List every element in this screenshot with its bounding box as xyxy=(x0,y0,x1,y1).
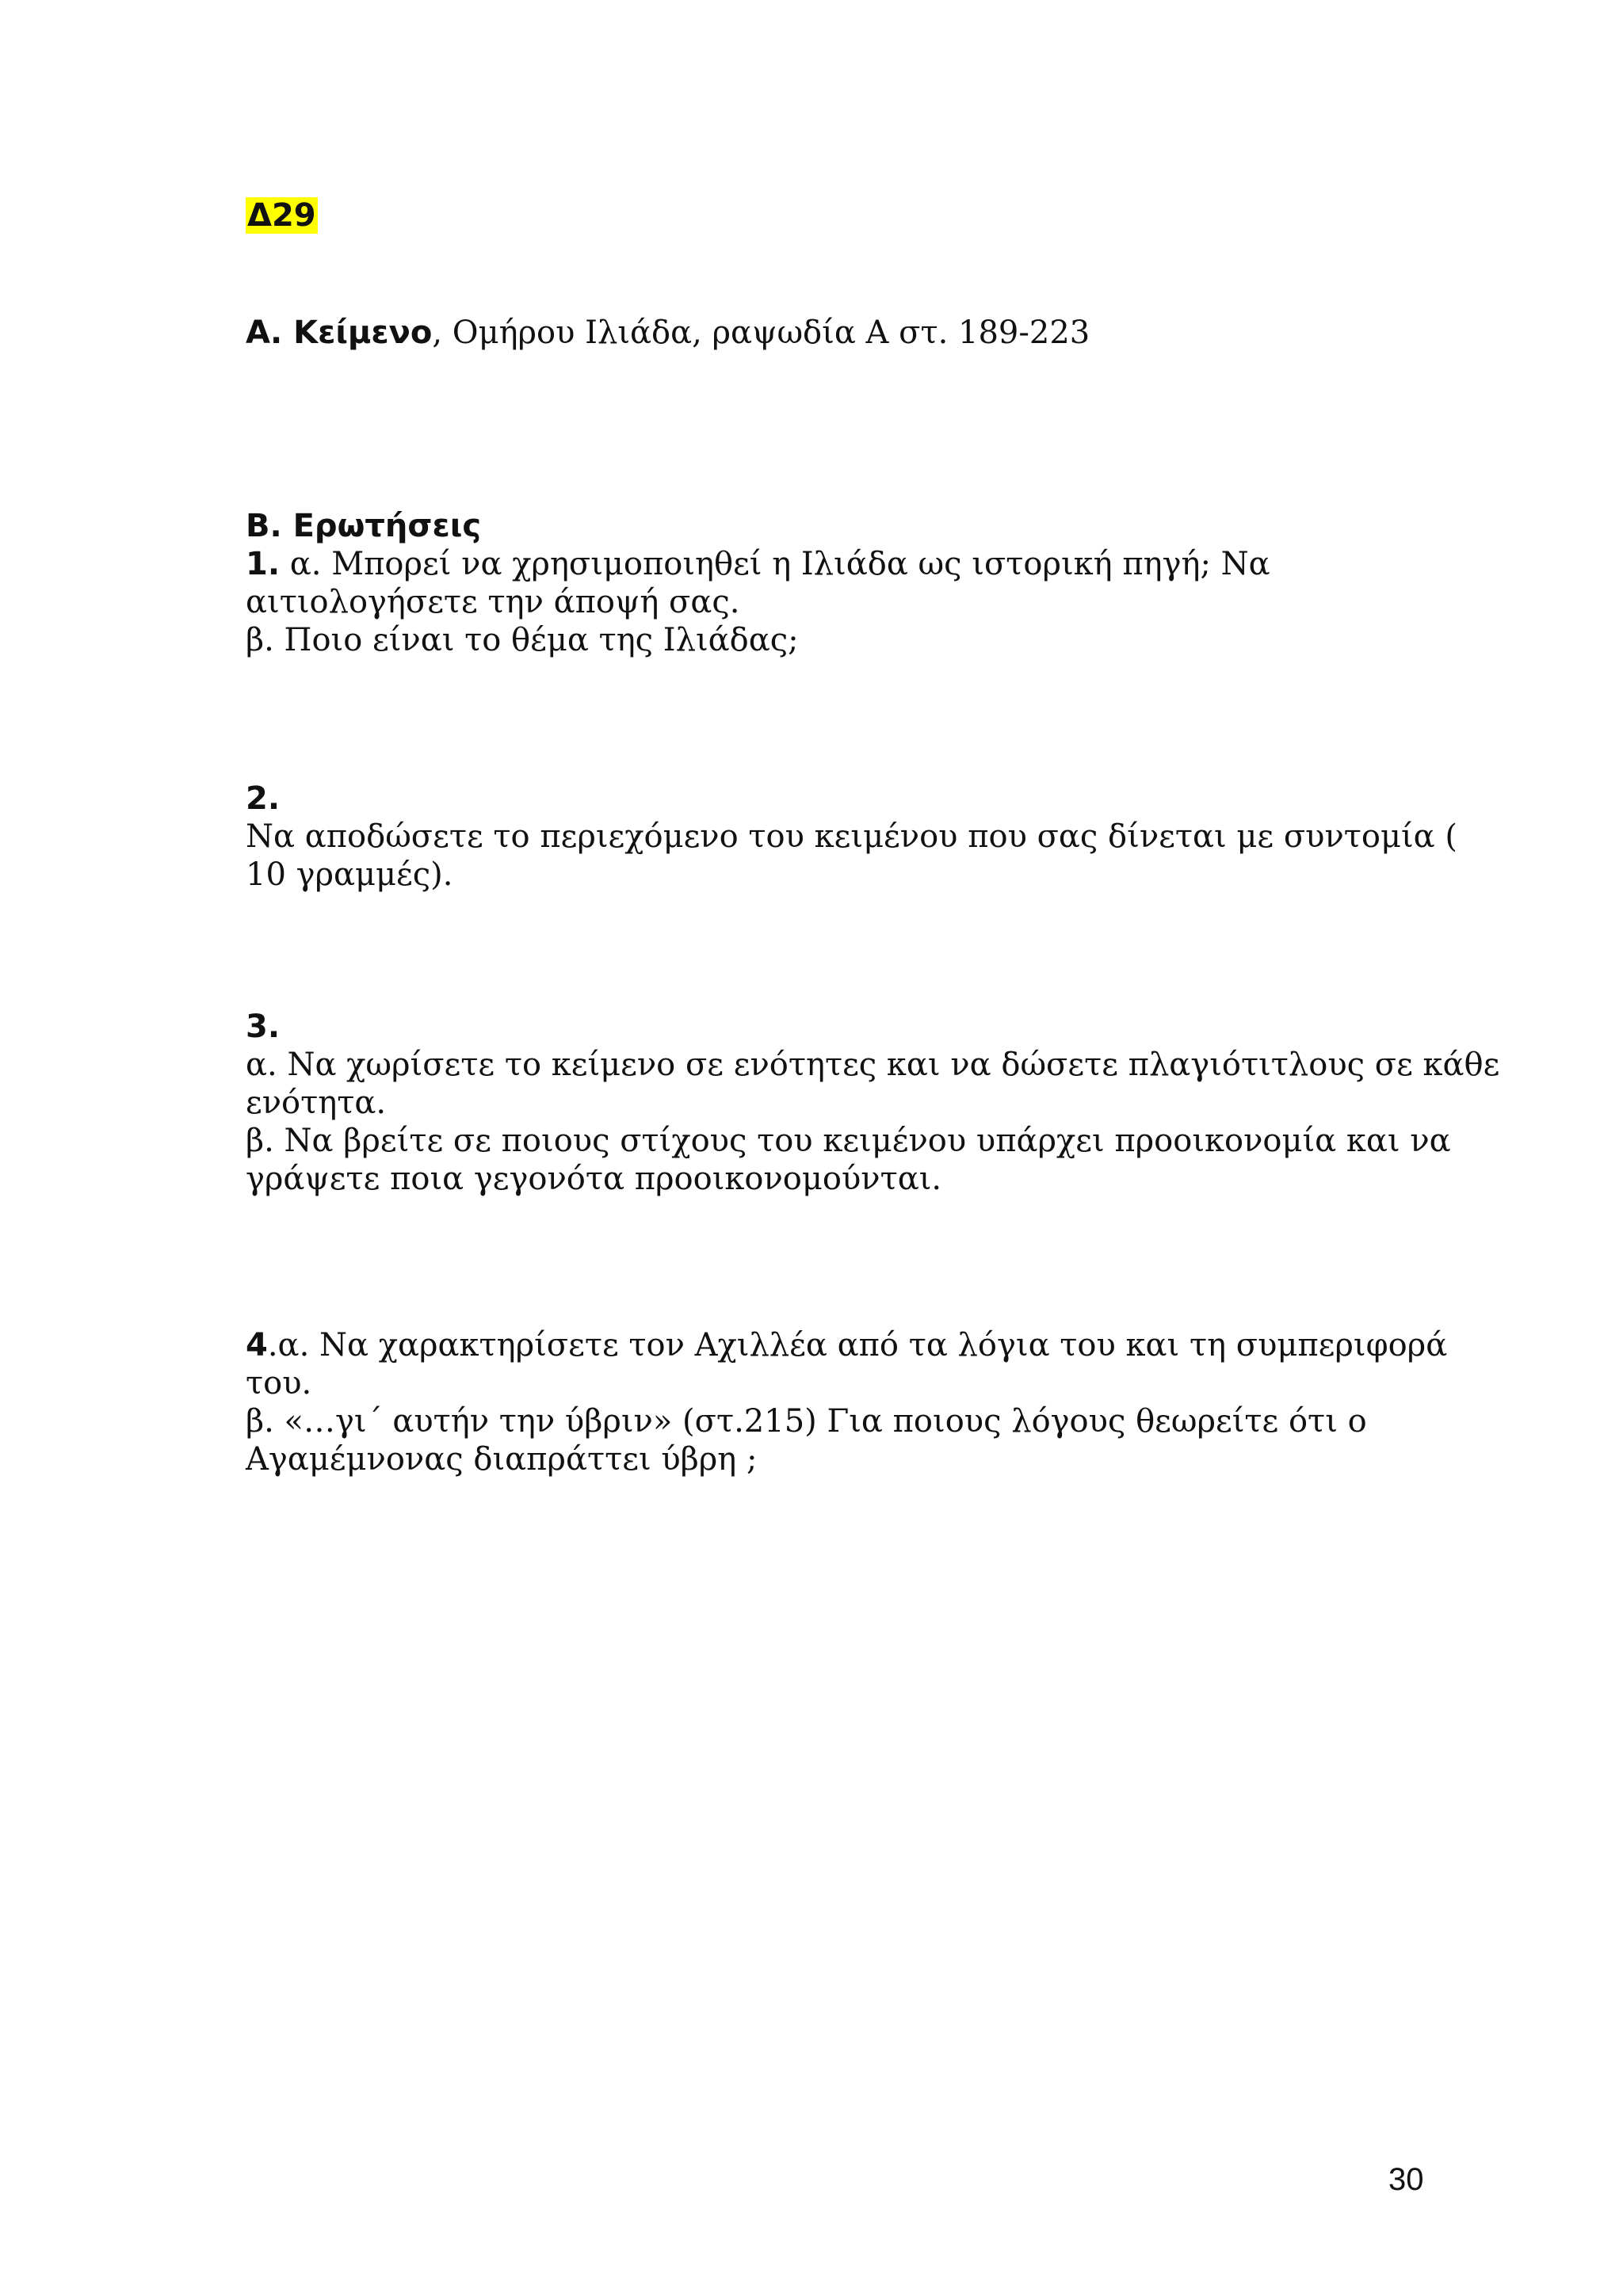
page-number: 30 xyxy=(1388,2162,1424,2197)
question-4-line-3: β. «…γι΄ αυτήν την ύβριν» (στ.215) Για ποιους λόγους θεωρείτε ότι ο xyxy=(246,1403,1367,1440)
question-4-text-1: .α. Να χαρακτηρίσετε τον Αχιλλέα από τα λόγια του και τη συμπεριφορά xyxy=(267,1327,1448,1363)
question-3-line-4: γράψετε ποια γεγονότα προοικονομούνται. xyxy=(246,1161,942,1197)
question-3 xyxy=(246,1008,1500,1198)
question-4-number: 4 xyxy=(246,1327,268,1363)
question-4 xyxy=(246,1326,1448,1478)
question-2-line-2: 10 γραμμές). xyxy=(246,856,453,893)
question-1-line-1 xyxy=(246,545,1434,583)
document-code xyxy=(246,196,318,235)
question-4-line-4: Αγαμέμνονας διαπράττει ύβρη ; xyxy=(246,1441,758,1478)
section-b-heading: Β. Ερωτήσεις xyxy=(246,508,482,544)
question-3-line-3: β. Να βρείτε σε ποιους στίχους του κειμένου υπάρχει προοικονομία και να xyxy=(246,1123,1451,1159)
question-1-text-1: α. Μπορεί να χρησιμοποιηθεί η Ιλιάδα ως ιστορική πηγή; Να xyxy=(280,546,1270,582)
section-a-label: Α. Κείμενο xyxy=(246,315,433,351)
section-a-text-reference xyxy=(246,314,1434,352)
question-3-number: 3. xyxy=(246,1009,281,1045)
question-3-line-1: α. Να χωρίσετε το κείμενο σε ενότητες και να δώσετε πλαγιότιτλους σε κάθε xyxy=(246,1047,1500,1083)
question-2-number: 2. xyxy=(246,780,281,817)
question-1-line-3: β. Ποιο είναι το θέμα της Ιλιάδας; xyxy=(246,622,799,658)
section-a-source: , Ομήρου Ιλιάδα, ραψωδία Α στ. 189-223 xyxy=(432,315,1090,351)
question-2 xyxy=(246,780,1457,894)
section-b-questions xyxy=(246,507,1434,659)
document-code-highlight: Δ29 xyxy=(247,197,316,234)
question-1-number: 1. xyxy=(246,546,281,582)
question-4-line-2: του. xyxy=(246,1365,312,1402)
question-1-line-2: αιτιολογήσετε την άποψή σας. xyxy=(246,584,740,620)
question-2-line-1: Να αποδώσετε το περιεχόμενο του κειμένου που σας δίνεται με συντομία ( xyxy=(246,818,1457,855)
question-3-line-2: ενότητα. xyxy=(246,1085,387,1121)
question-4-line-1 xyxy=(246,1326,1448,1364)
